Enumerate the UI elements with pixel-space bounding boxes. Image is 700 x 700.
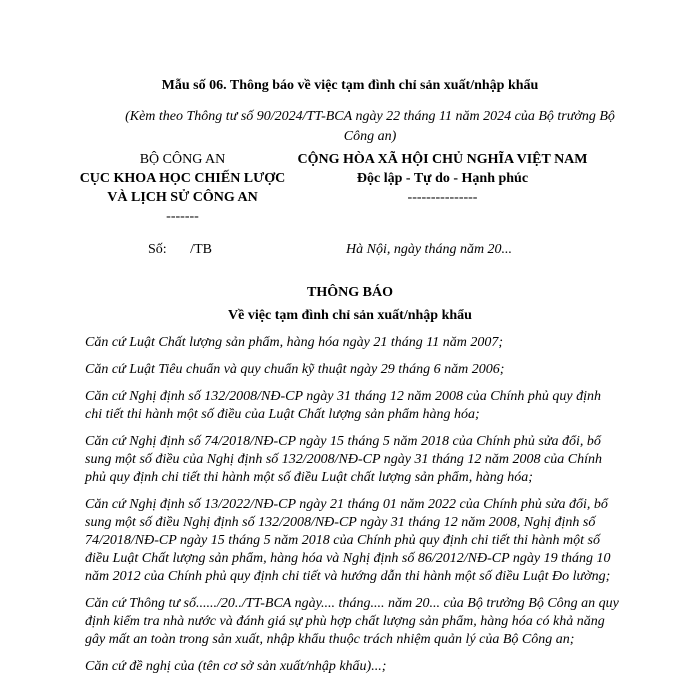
legal-basis-paragraph: Căn cứ Nghị định số 13/2022/NĐ-CP ngày 21 tháng 01 năm 2022 của Chính phủ sửa đổi, bổ sung một số điều Nghị định số 132/2008/NĐ-CP ngày 31 tháng 12 năm 2008, Nghị định số 74/2018/NĐ-CP ngày 15 tháng 5 năm 2018 của Chính phủ quy định chi tiết thi hành một số điều Luật Chất lượng sản phẩm, hàng hóa và Nghị định số 86/2012/NĐ-CP ngày 19 tháng 10 năm 2012 của Chính phủ quy định chi tiết và hướng dẫn thi hành một số điều Luật Đo lường;: [85, 497, 611, 584]
national-header: [285, 150, 600, 207]
national-motto: Độc lập - Tự do - Hạnh phúc: [356, 171, 529, 186]
legal-basis-paragraph: Căn cứ Nghị định số 74/2018/NĐ-CP ngày 15 tháng 5 năm 2018 của Chính phủ sửa đổi, bổ sung một số điều của Nghị định số 132/2008/NĐ-CP ngày 31 tháng 12 năm 2008 của Chính phủ quy định chi tiết thi hành một số điều Luật chất lượng sản phẩm, hàng hóa;: [85, 434, 602, 485]
document-subject: Về việc tạm đình chỉ sản xuất/nhập khẩu: [228, 308, 472, 323]
legal-basis-paragraph: Căn cứ đề nghị của (tên cơ sở sản xuất/nhập khẩu)...;: [85, 659, 387, 674]
ministry-name: BỘ CÔNG AN: [139, 152, 226, 167]
legal-basis-paragraph: Căn cứ Thông tư số....../20../TT-BCA ngày.... tháng.... năm 20... của Bộ trưởng Bộ Công an quy định kiểm tra nhà nước và đánh giá sự phù hợp chất lượng sản phẩm, hàng hóa có khả năng gây mất an toàn trong sản xuất, nhập khẩu thuộc trách nhiệm quản lý của Bộ Công an;: [85, 596, 619, 647]
document-body: [85, 334, 620, 685]
country-name: CỘNG HÒA XÃ HỘI CHỦ NGHĨA VIỆT NAM: [297, 152, 588, 167]
legal-basis-paragraph: Căn cứ Luật Tiêu chuẩn và quy chuẩn kỹ thuật ngày 29 tháng 6 năm 2006;: [85, 362, 505, 377]
agency-header: [75, 150, 290, 226]
form-subtitle: (Kèm theo Thông tư số 90/2024/TT-BCA ngày 22 tháng 11 năm 2024 của Bộ trưởng Bộ Công an): [125, 109, 615, 144]
legal-basis-paragraph: Căn cứ Luật Chất lượng sản phẩm, hàng hóa ngày 21 tháng 11 năm 2007;: [85, 335, 503, 350]
form-title: Mẫu số 06. Thông báo về việc tạm đình chỉ sản xuất/nhập khẩu: [161, 78, 539, 93]
agency-name: CỤC KHOA HỌC CHIẾN LƯỢC VÀ LỊCH SỬ CÔNG AN: [79, 171, 286, 205]
motto-divider: ---------------: [407, 190, 478, 205]
legal-basis-paragraph: Căn cứ Nghị định số 132/2008/NĐ-CP ngày 31 tháng 12 năm 2008 của Chính phủ quy định chi tiết thi hành một số điều của Luật Chất lượng sản phẩm hàng hóa;: [85, 389, 602, 422]
document-date: Hà Nội, ngày tháng năm 20...: [346, 242, 513, 257]
document-title: THÔNG BÁO: [307, 285, 393, 300]
document-number: Số: /TB: [148, 242, 212, 257]
agency-divider: -------: [166, 209, 199, 224]
